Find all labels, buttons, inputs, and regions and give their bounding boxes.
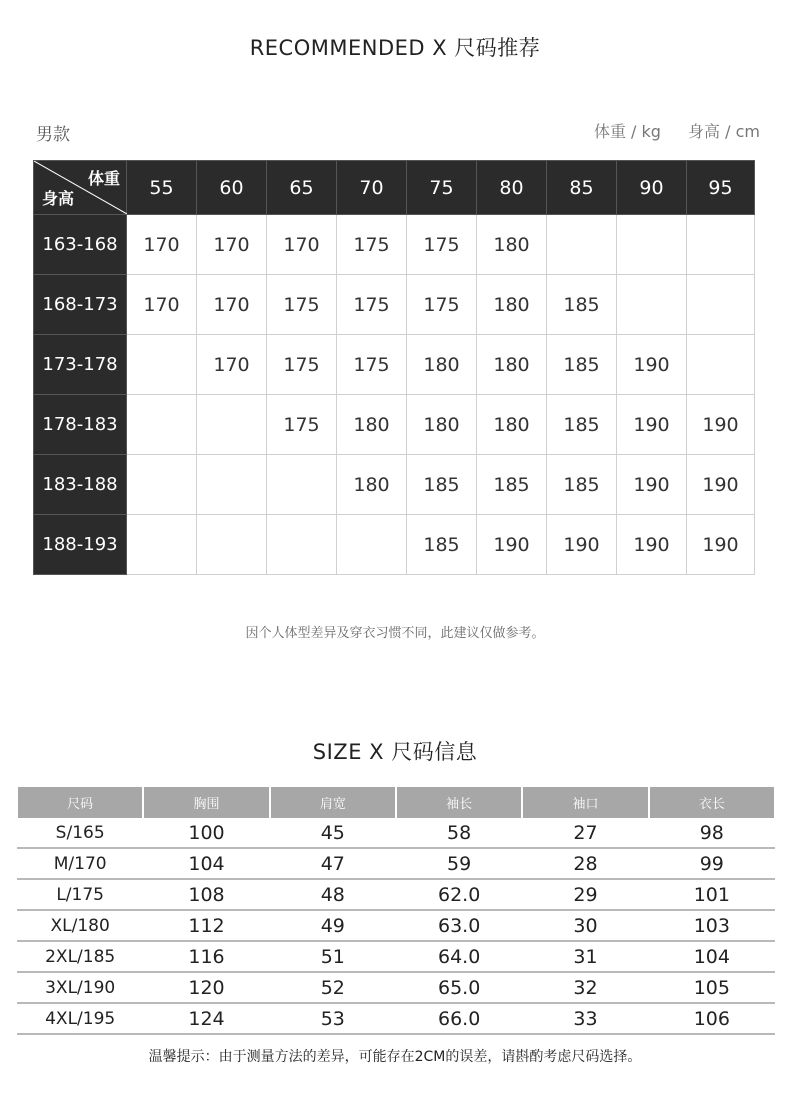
recommended-size-cell: 190: [617, 515, 687, 575]
recommended-size-cell: [127, 515, 197, 575]
weight-header-cell: 90: [617, 161, 687, 215]
table-row: [17, 879, 775, 910]
recommended-size-cell: 175: [267, 335, 337, 395]
recommended-size-cell: 185: [407, 515, 477, 575]
measurement-cell: 49: [270, 910, 396, 941]
measurement-cell: 53: [270, 1003, 396, 1034]
table-row: [34, 395, 755, 455]
table-row: [17, 941, 775, 972]
recommended-size-cell: 185: [477, 455, 547, 515]
measurement-cell: 31: [522, 941, 648, 972]
size-header-cell: 肩宽: [270, 787, 396, 818]
recommended-size-cell: 180: [337, 455, 407, 515]
recommended-size-cell: 180: [477, 275, 547, 335]
measurement-cell: 104: [649, 941, 775, 972]
weight-header-row: [34, 161, 755, 215]
measurement-cell: 28: [522, 848, 648, 879]
size-recommendation-table: [33, 160, 755, 575]
measurement-cell: 112: [143, 910, 269, 941]
measurement-cell: 27: [522, 818, 648, 848]
table-row: [17, 848, 775, 879]
measurement-cell: 63.0: [396, 910, 522, 941]
measurement-cell: 99: [649, 848, 775, 879]
recommended-size-cell: [197, 395, 267, 455]
size-header-cell: 尺码: [17, 787, 143, 818]
weight-header-cell: 80: [477, 161, 547, 215]
recommended-size-cell: 190: [617, 395, 687, 455]
measurement-cell: 100: [143, 818, 269, 848]
weight-header-cell: 70: [337, 161, 407, 215]
recommended-size-cell: [197, 515, 267, 575]
measurement-cell: 29: [522, 879, 648, 910]
recommended-size-cell: 175: [267, 275, 337, 335]
size-label-cell: L/175: [17, 879, 143, 910]
measurement-cell: 32: [522, 972, 648, 1003]
measurement-cell: 65.0: [396, 972, 522, 1003]
recommended-size-cell: 175: [337, 335, 407, 395]
recommended-size-cell: [127, 455, 197, 515]
measurement-cell: 51: [270, 941, 396, 972]
measurement-cell: 120: [143, 972, 269, 1003]
measurement-cell: 62.0: [396, 879, 522, 910]
unit-weight: 体重 / kg: [593, 122, 661, 141]
measurement-cell: 124: [143, 1003, 269, 1034]
weight-header-cell: 55: [127, 161, 197, 215]
measurement-cell: 59: [396, 848, 522, 879]
table-row: [34, 335, 755, 395]
measurement-cell: 101: [649, 879, 775, 910]
corner-weight-label: 体重: [87, 169, 120, 188]
measurement-cell: 45: [270, 818, 396, 848]
recommended-size-cell: 185: [547, 395, 617, 455]
recommended-size-cell: 170: [197, 215, 267, 275]
recommended-size-cell: 175: [337, 275, 407, 335]
recommended-title: RECOMMENDED X 尺码推荐: [249, 36, 541, 60]
recommended-size-cell: 180: [477, 335, 547, 395]
size-info-title: SIZE X 尺码信息: [312, 740, 478, 764]
weight-header-cell: 75: [407, 161, 477, 215]
measurement-cell: 33: [522, 1003, 648, 1034]
recommended-size-cell: 175: [407, 215, 477, 275]
recommended-size-cell: 190: [617, 455, 687, 515]
size-rows: [17, 818, 775, 1034]
recommended-size-cell: [267, 515, 337, 575]
size-label-cell: 2XL/185: [17, 941, 143, 972]
weight-header-cell: 85: [547, 161, 617, 215]
table-corner-cell: [34, 161, 127, 215]
recommended-size-cell: [337, 515, 407, 575]
corner-height-label: 身高: [42, 189, 75, 208]
size-info-table: [16, 787, 776, 1035]
recommended-size-cell: 170: [197, 335, 267, 395]
measurement-cell: 47: [270, 848, 396, 879]
recommendation-note: 因个人体型差异及穿衣习惯不同，此建议仅做参考。: [245, 626, 545, 641]
height-range-cell: 168-173: [34, 275, 127, 335]
measurement-cell: 103: [649, 910, 775, 941]
measurement-cell: 66.0: [396, 1003, 522, 1034]
recommended-size-cell: 190: [687, 515, 755, 575]
height-range-cell: 183-188: [34, 455, 127, 515]
table-row: [17, 1003, 775, 1034]
recommended-size-cell: 185: [547, 335, 617, 395]
unit-legend: [572, 119, 760, 142]
table-row: [17, 910, 775, 941]
recommended-size-cell: 190: [687, 395, 755, 455]
recommended-size-cell: [687, 335, 755, 395]
recommendation-rows: [34, 215, 755, 575]
recommended-size-cell: 190: [547, 515, 617, 575]
measurement-cell: 58: [396, 818, 522, 848]
size-header-cell: 袖长: [396, 787, 522, 818]
size-label-cell: 4XL/195: [17, 1003, 143, 1034]
recommended-size-cell: 175: [267, 395, 337, 455]
recommended-size-cell: [547, 215, 617, 275]
weight-header-cell: 60: [197, 161, 267, 215]
height-range-cell: 178-183: [34, 395, 127, 455]
measurement-cell: 108: [143, 879, 269, 910]
measurement-cell: 64.0: [396, 941, 522, 972]
recommended-size-cell: 170: [267, 215, 337, 275]
recommended-size-cell: 185: [547, 275, 617, 335]
recommended-size-cell: 185: [547, 455, 617, 515]
table-row: [34, 455, 755, 515]
size-header-cell: 衣长: [649, 787, 775, 818]
measurement-note: 温馨提示：由于测量方法的差异，可能存在2CM的误差，请斟酌考虑尺码选择。: [148, 1049, 642, 1065]
measurement-cell: 104: [143, 848, 269, 879]
table-row: [34, 515, 755, 575]
height-range-cell: 163-168: [34, 215, 127, 275]
recommended-size-cell: 180: [337, 395, 407, 455]
measurement-cell: 52: [270, 972, 396, 1003]
table-row: [17, 818, 775, 848]
recommended-size-cell: 180: [407, 395, 477, 455]
measurement-cell: 98: [649, 818, 775, 848]
measurement-cell: 30: [522, 910, 648, 941]
recommended-size-cell: 180: [477, 395, 547, 455]
table-row: [34, 275, 755, 335]
size-label-cell: M/170: [17, 848, 143, 879]
size-header-cell: 胸围: [143, 787, 269, 818]
weight-header-cell: 95: [687, 161, 755, 215]
recommended-size-cell: [127, 395, 197, 455]
unit-height: 身高 / cm: [688, 122, 760, 141]
table-row: [34, 215, 755, 275]
recommended-size-cell: 180: [407, 335, 477, 395]
recommended-size-cell: [617, 275, 687, 335]
recommended-size-cell: 180: [477, 215, 547, 275]
recommended-size-cell: 175: [337, 215, 407, 275]
size-label-cell: S/165: [17, 818, 143, 848]
size-header-row: [17, 787, 775, 818]
size-header-cell: 袖口: [522, 787, 648, 818]
recommended-size-cell: [617, 215, 687, 275]
size-label-cell: 3XL/190: [17, 972, 143, 1003]
recommended-size-cell: 175: [407, 275, 477, 335]
recommended-size-cell: 185: [407, 455, 477, 515]
recommended-size-cell: 190: [617, 335, 687, 395]
height-range-cell: 173-178: [34, 335, 127, 395]
recommended-size-cell: [267, 455, 337, 515]
measurement-cell: 116: [143, 941, 269, 972]
recommended-size-cell: 170: [127, 275, 197, 335]
recommended-size-cell: 190: [687, 455, 755, 515]
recommended-size-cell: 190: [477, 515, 547, 575]
height-range-cell: 188-193: [34, 515, 127, 575]
recommended-size-cell: 170: [197, 275, 267, 335]
recommended-size-cell: [127, 335, 197, 395]
recommended-size-cell: [687, 275, 755, 335]
table-row: [17, 972, 775, 1003]
measurement-cell: 105: [649, 972, 775, 1003]
weight-header-cell: 65: [267, 161, 337, 215]
measurement-cell: 106: [649, 1003, 775, 1034]
recommended-size-cell: [197, 455, 267, 515]
recommended-size-cell: 170: [127, 215, 197, 275]
size-label-cell: XL/180: [17, 910, 143, 941]
gender-label: 男款: [36, 125, 70, 145]
measurement-cell: 48: [270, 879, 396, 910]
recommended-size-cell: [687, 215, 755, 275]
